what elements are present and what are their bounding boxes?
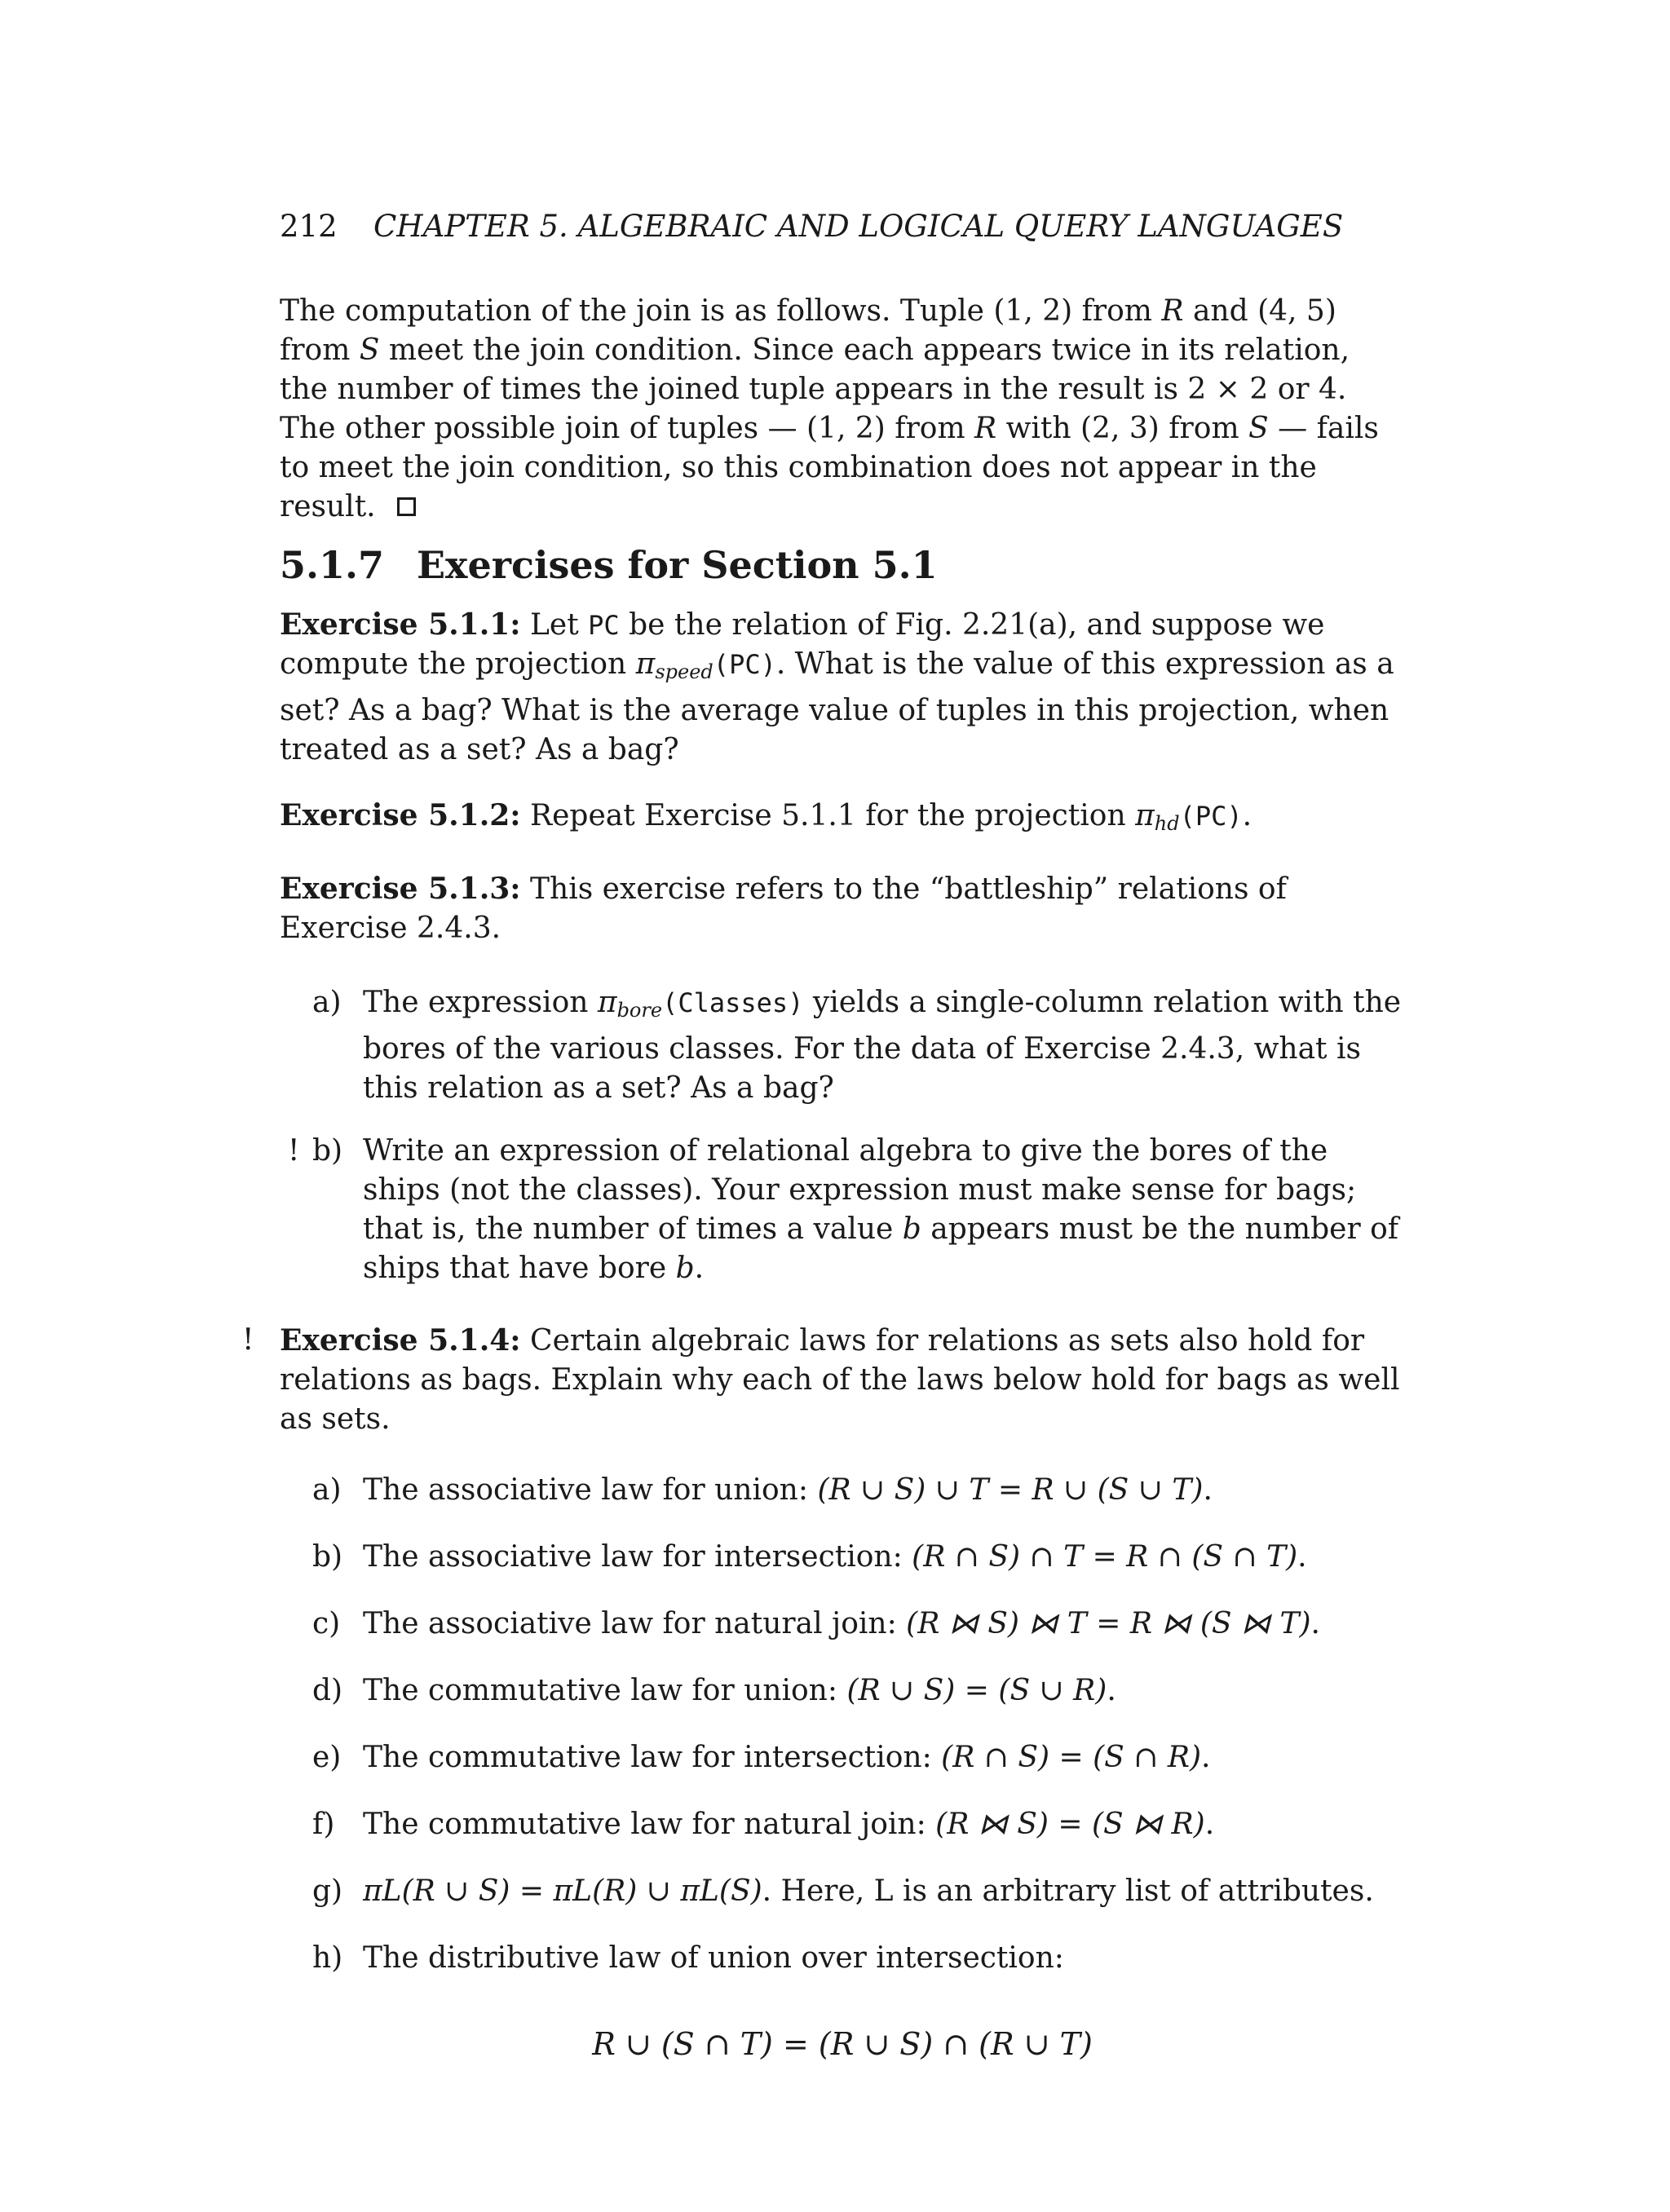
section-title: Exercises for Section 5.1 (417, 543, 938, 587)
section-heading (280, 541, 1405, 589)
law-item: c) The associative law for natural join: (R ⋈ S) ⋈ T = R ⋈ (S ⋈ T). (312, 1607, 1320, 1640)
exercise-label: Exercise 5.1.4: (280, 1323, 521, 1358)
law-formula: πL(R ∪ S) = πL(R) ∪ πL(S) (363, 1874, 762, 1908)
law-item: a) The associative law for union: (R ∪ S) ∪ T = R ∪ (S ∪ T). (312, 1473, 1213, 1507)
chapter-title: CHAPTER 5. ALGEBRAIC AND LOGICAL QUERY LANGUAGES (373, 209, 1344, 244)
law-formula: (R ∪ S) = (S ∪ R) (846, 1674, 1107, 1707)
intro-paragraph: The computation of the join is as follows. Tuple (1, 2) from R and (4, 5) from S meet the join condition. Since each appears twice in its relation, the number of times the joined tuple appears in the result is 2 × 2 or 4. The other possible join of tuples — (1, 2) from R with (2, 3) from S — fails to meet the join condition, so this combination does not appear in the result. (280, 294, 1379, 523)
item-marker: b) (312, 1134, 343, 1168)
law-formula: (R ∪ S) ∪ T = R ∪ (S ∪ T) (817, 1473, 1204, 1507)
law-formula: (R ∩ S) ∩ T = R ∩ (S ∩ T) (912, 1540, 1298, 1574)
section-number: 5.1.7 (280, 543, 385, 587)
display-formula: R ∪ (S ∩ T) = (R ∪ S) ∩ (R ∪ T) (592, 2026, 1093, 2062)
exercise-5-1-4: ! Exercise 5.1.4: Certain algebraic laws for relations as sets also hold for relations as bags. Explain why each of the laws below hold for bags as well as sets. (280, 1321, 1405, 1439)
exercise-5-1-3-part-b: ! b) Write an expression of relational algebra to give the bores of the ships (not the classes). Your expression must make sense for bags; that is, the number of times a value b appears must be the number of ships that have bore b. (312, 1132, 1405, 1288)
exercise-5-1-3: Exercise 5.1.3: This exercise refers to the “battleship” relations of Exercise 2.4.3. (280, 872, 1287, 945)
exercise-label: Exercise 5.1.3: (280, 872, 521, 906)
law-item: f) The commutative law for natural join: (R ⋈ S) = (S ⋈ R). (312, 1808, 1215, 1841)
law-item: b) The associative law for intersection: (R ∩ S) ∩ T = R ∩ (S ∩ T). (312, 1540, 1307, 1574)
law-item: e) The commutative law for intersection: (R ∩ S) = (S ∩ R). (312, 1741, 1211, 1774)
end-of-example-square-icon (397, 497, 416, 516)
difficulty-marker: ! (242, 1323, 254, 1357)
law-formula: (R ∩ S) = (S ∩ R) (941, 1741, 1202, 1774)
law-item: g) πL(R ∪ S) = πL(R) ∪ πL(S). Here, L is an arbitrary list of attributes. (312, 1874, 1374, 1908)
exercise-5-1-1: Exercise 5.1.1: Let PC be the relation of Fig. 2.21(a), and suppose we compute the projection $\pi_{speed}(PC)$. What is the value of this expression as a set? As a bag? What is the average value of tuples in this projection, when treated as a set? As a bag? (280, 607, 1394, 766)
page-number: 212 (280, 209, 338, 244)
law-item: d) The commutative law for union: (R ∪ S) = (S ∪ R). (312, 1674, 1116, 1707)
exercise-5-1-2: Exercise 5.1.2: Repeat Exercise 5.1.1 for the projection $\pi_{hd}(PC)$. (280, 798, 1252, 835)
law-formula: (R ⋈ S) ⋈ T = R ⋈ (S ⋈ T) (906, 1607, 1311, 1640)
running-header (280, 202, 1405, 251)
exercise-label: Exercise 5.1.1: (280, 607, 521, 642)
law-item: h) The distributive law of union over intersection: (312, 1941, 1064, 1975)
exercise-5-1-3-part-a: a) The expression $\pi_{bore}(Classes)$ yields a single-column relation with the bores of the various classes. For the data of Exercise 2.4.3, what is this relation as a set? As a bag? (312, 983, 1405, 1108)
difficulty-marker: ! (288, 1134, 300, 1168)
exercise-label: Exercise 5.1.2: (280, 798, 521, 832)
item-marker: a) (312, 986, 342, 1019)
law-formula: (R ⋈ S) = (S ⋈ R) (935, 1808, 1205, 1841)
